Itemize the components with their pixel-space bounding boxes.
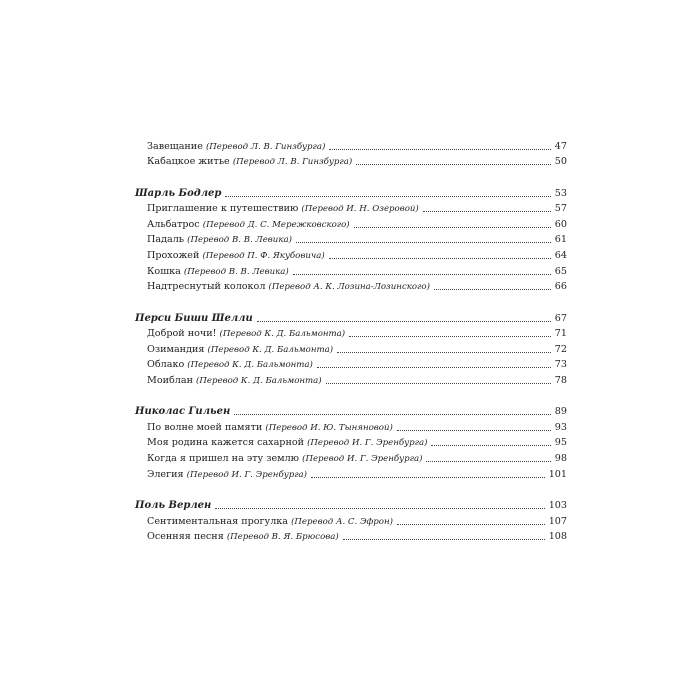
toc-entry	[135, 137, 567, 153]
toc-entry	[135, 278, 567, 294]
author-name: Николас Гильен	[135, 406, 231, 418]
page-number: 66	[554, 281, 567, 293]
poem-title: Моя родина кажется сахарной (Перевод И. Г. Эренбурга)	[147, 437, 428, 449]
poem-title: Надтреснутый колокол (Перевод А. К. Лозина-Лозинского)	[147, 281, 430, 293]
page-number: 89	[554, 406, 567, 418]
author-heading	[135, 403, 567, 419]
page-number: 65	[554, 265, 567, 277]
translator: (Перевод И. Г. Эренбурга)	[302, 454, 423, 465]
poem-title: Падаль (Перевод В. В. Левика)	[147, 234, 292, 246]
dot-leader	[329, 258, 551, 259]
toc-entry	[135, 215, 567, 231]
page-number: 47	[554, 140, 567, 152]
dot-leader	[434, 289, 551, 290]
poem-title: Облако (Перевод К. Д. Бальмонта)	[147, 359, 313, 371]
page-number: 57	[554, 203, 567, 215]
poem-title: Сентиментальная прогулка (Перевод А. С. Эфрон)	[147, 515, 393, 527]
poem-title: Озимандия (Перевод К. Д. Бальмонта)	[147, 343, 334, 355]
toc-entry	[135, 356, 567, 372]
dot-leader	[311, 477, 545, 478]
dot-leader	[257, 321, 551, 322]
toc-entry	[135, 246, 567, 262]
poem-title: Моиблан (Перевод К. Д. Бальмонта)	[147, 374, 322, 386]
page-number: 98	[554, 453, 567, 465]
toc-entry	[135, 465, 567, 481]
poem-title: Альбатрос (Перевод Д. С. Мережковского)	[147, 218, 350, 230]
translator: (Перевод И. Г. Эренбурга)	[307, 438, 428, 449]
dot-leader	[423, 211, 551, 212]
poem-title: Завещание (Перевод Л. В. Гинзбурга)	[147, 140, 326, 152]
page-number: 78	[554, 374, 567, 386]
table-of-contents	[135, 137, 567, 543]
translator: (Перевод Д. С. Мережковского)	[202, 219, 350, 230]
dot-leader	[426, 461, 550, 462]
translator: (Перевод К. Д. Бальмонта)	[207, 344, 334, 355]
author-name: Шарль Бодлер	[135, 187, 222, 199]
translator: (Перевод П. Ф. Якубовича)	[202, 250, 325, 261]
poem-title: Прохожей (Перевод П. Ф. Якубовича)	[147, 249, 325, 261]
dot-leader	[329, 149, 550, 150]
author-heading	[135, 496, 567, 512]
page-number: 61	[554, 234, 567, 246]
page-number: 101	[548, 468, 567, 480]
page-number: 95	[554, 437, 567, 449]
dot-leader	[293, 274, 551, 275]
dot-leader	[397, 430, 551, 431]
dot-leader	[337, 352, 551, 353]
toc-entry	[135, 231, 567, 247]
translator: (Перевод Л. В. Гинзбурга)	[232, 157, 353, 168]
dot-leader	[356, 164, 551, 165]
author-name: Перси Биши Шелли	[135, 312, 253, 324]
translator: (Перевод В. В. Левика)	[187, 235, 292, 246]
author-heading	[135, 309, 567, 325]
dot-leader	[225, 196, 550, 197]
translator: (Перевод Л. В. Гинзбурга)	[205, 141, 326, 152]
translator: (Перевод К. Д. Бальмонта)	[196, 375, 322, 386]
dot-leader	[326, 383, 551, 384]
page-number: 108	[548, 531, 567, 543]
translator: (Перевод К. Д. Бальмонта)	[187, 360, 313, 371]
translator: (Перевод А. К. Лозина-Лозинского)	[268, 282, 430, 293]
translator: (Перевод А. С. Эфрон)	[291, 516, 393, 527]
page-number: 50	[554, 156, 567, 168]
toc-entry	[135, 340, 567, 356]
page-number: 93	[554, 421, 567, 433]
toc-entry	[135, 371, 567, 387]
poem-title: Когда я пришел на эту землю (Перевод И. Г. Эренбурга)	[147, 453, 423, 465]
translator: (Перевод В. В. Левика)	[183, 266, 289, 277]
page-number: 72	[554, 343, 567, 355]
poem-title: Доброй ночи! (Перевод К. Д. Бальмонта)	[147, 328, 346, 340]
toc-entry	[135, 262, 567, 278]
toc-entry	[135, 418, 567, 434]
dot-leader	[349, 336, 551, 337]
translator: (Перевод И. Ю. Тыняновой)	[265, 422, 393, 433]
page-number: 64	[554, 249, 567, 261]
page-number: 103	[548, 500, 567, 512]
translator: (Перевод К. Д. Бальмонта)	[219, 329, 346, 340]
dot-leader	[343, 539, 545, 540]
poem-title: По волне моей памяти (Перевод И. Ю. Тыняновой)	[147, 421, 393, 433]
translator: (Перевод И. Г. Эренбурга)	[186, 469, 308, 480]
dot-leader	[431, 445, 550, 446]
page-number: 60	[554, 218, 567, 230]
dot-leader	[296, 242, 551, 243]
author-heading	[135, 184, 567, 200]
toc-entry	[135, 153, 567, 169]
page-number: 73	[554, 359, 567, 371]
toc-entry	[135, 449, 567, 465]
poem-title: Элегия (Перевод И. Г. Эренбурга)	[147, 468, 308, 480]
toc-entry	[135, 528, 567, 544]
poem-title: Осенняя песня (Перевод В. Я. Брюсова)	[147, 531, 339, 543]
poem-title: Кабацкое житье (Перевод Л. В. Гинзбурга)	[147, 156, 353, 168]
dot-leader	[317, 367, 551, 368]
page-number: 53	[554, 187, 567, 199]
toc-entry	[135, 512, 567, 528]
translator: (Перевод И. Н. Озеровой)	[301, 204, 419, 215]
toc-entry	[135, 434, 567, 450]
toc-entry	[135, 200, 567, 216]
dot-leader	[397, 524, 545, 525]
poem-title: Кошка (Перевод В. В. Левика)	[147, 265, 289, 277]
toc-entry	[135, 325, 567, 341]
dot-leader	[234, 414, 551, 415]
author-name: Поль Верлен	[135, 500, 212, 512]
page-number: 71	[554, 328, 567, 340]
page-number: 107	[548, 515, 567, 527]
dot-leader	[215, 508, 544, 509]
poem-title: Приглашение к путешествию (Перевод И. Н. Озеровой)	[147, 203, 419, 215]
translator: (Перевод В. Я. Брюсова)	[226, 532, 339, 543]
page-number: 67	[554, 312, 567, 324]
dot-leader	[354, 227, 551, 228]
